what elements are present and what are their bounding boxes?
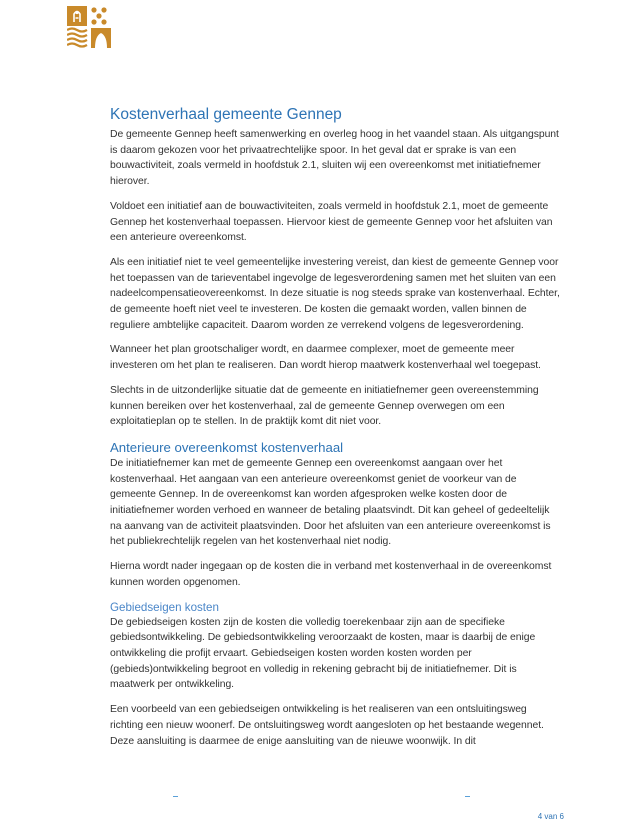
document-body: [110, 105, 562, 758]
coat-of-arms-icon: [67, 6, 113, 50]
paragraph: De gebiedseigen kosten zijn de kosten die volledig toerekenbaar zijn aan de specifieke gebiedsontwikkeling. De gebiedsontwikkeling veroorzaakt de kosten, maar is daarbij de enige ontwikkeling die profijt ervaart. Gebiedseigen kosten worden kosten worden per (gebieds)ontwikkeling begroot en volledig in rekening gebracht bij de initiatiefnemer. Dit is maatwerk per ontwikkeling.: [110, 616, 536, 691]
page-number: 4 van 6: [537, 812, 564, 821]
gemeente-gennep-logo: [67, 6, 113, 50]
subheading-gebiedseigen: Gebiedseigen kosten: [110, 600, 219, 614]
paragraph: Wanneer het plan grootschaliger wordt, en daarmee complexer, moet de gemeente meer investeren om het plan te realiseren. Dan wordt hierop maatwerk kostenverhaal wel toegepast.: [110, 344, 541, 372]
paragraph: Hierna wordt nader ingegaan op de kosten die in verband met kostenverhaal in de overeenkomst kunnen worden opgenomen.: [110, 561, 552, 588]
paragraph: Voldoet een initiatief aan de bouwactiviteiten, zoals vermeld in hoofdstuk 2.1, moet de gemeente Gennep het kostenverhaal toepassen. Hiervoor kiest de gemeente Gennep voor het afsluiten van een anterieure overeenkomst.: [110, 200, 553, 244]
paragraph: De initiatiefnemer kan met de gemeente Gennep een overeenkomst aangaan over het kostenverhaal. Het aangaan van een anterieure overeenkomst geniet de voorkeur van de gemeente Gennep. In de overeenkomst kan worden afgesproken welke kosten door de initiatiefnemer worden verhoed en wanneer de betaling plaatsvindt. Dit kan geheel of gedeeltelijk na aanvang van de activiteit plaatsvinden. Door het afsluiten van een anterieure overeenkomst is het publiekrechtelijk regelen van het kostenverhaal niet nodig.: [110, 457, 551, 548]
paragraph: Als een initiatief niet te veel gemeentelijke investering vereist, dan kiest de gemeente Gennep voor het toepassen van de tarieventabel ingevolge de legesverordening samen met het sluiten van een nadeelcompensatieovereenkomst. In deze situatie is nog steeds sprake van kostenverhaal. Echter, de gemeente hoeft niet veel te investeren. De kosten die gemaakt worden, vallen binnen de reguliere ambtelijke capaciteit. Daarom worden ze verrekend volgens de legesverordening.: [110, 256, 560, 331]
paragraph: Een voorbeeld van een gebiedseigen ontwikkeling is het realiseren van een ontsluitingsweg richting een nieuw woonerf. De ontsluitingsweg wordt aangesloten op het bestaande wegennet. Deze aansluiting is daarmee de enige aansluiting van de nieuwe woonwijk. In dit: [110, 704, 544, 747]
footer-mark: [173, 796, 178, 797]
paragraph: Slechts in de uitzonderlijke situatie dat de gemeente en initiatiefnemer geen overeenstemming kunnen bereiken over het kostenverhaal, zal de gemeente Gennep overwegen om een exploitatieplan op te stellen. In de praktijk komt dit niet voor.: [110, 384, 539, 428]
section-title: Kostenverhaal gemeente Gennep: [110, 106, 342, 123]
paragraph: De gemeente Gennep heeft samenwerking en overleg hoog in het vaandel staan. Als uitgangspunt is daarom gekozen voor het privaatrechtelijke spoor. In het geval dat er sprake is van een bouwactiviteit, zoals vermeld in hoofdstuk 2.1, sluiten wij een overeenkomst met initiatiefnemer hierover.: [110, 129, 559, 188]
subheading-anterieure: Anterieure overeenkomst kostenverhaal: [110, 439, 344, 455]
footer-mark: [465, 796, 470, 797]
